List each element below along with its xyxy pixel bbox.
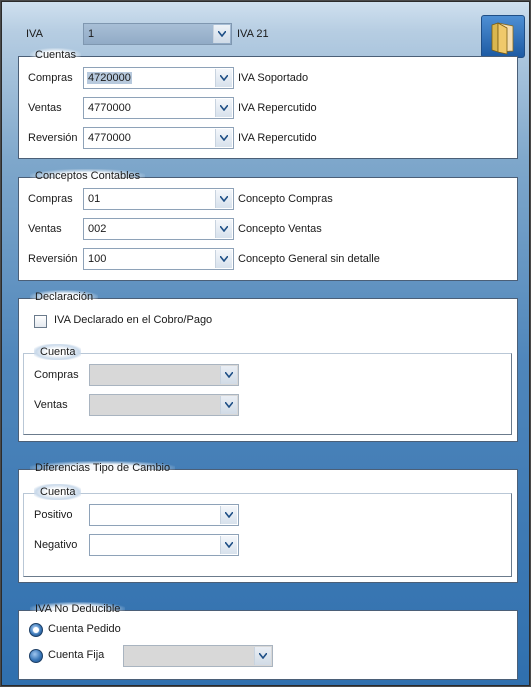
cuentas-reversion-description: IVA Repercutido bbox=[238, 132, 317, 144]
conceptos-compras-value: 01 bbox=[88, 193, 101, 205]
cuentas-compras-label: Compras bbox=[28, 72, 73, 84]
cuentas-reversion-value: 4770000 bbox=[88, 132, 131, 144]
cuentas-compras-combo[interactable] bbox=[83, 67, 234, 89]
cuentas-compras-dropdown-button[interactable] bbox=[215, 69, 232, 87]
iva-label: IVA bbox=[26, 28, 43, 40]
diferencias-cuenta-legend: Cuenta bbox=[34, 484, 81, 500]
declaracion-legend: Declaración bbox=[30, 290, 98, 304]
open-folder-button[interactable] bbox=[481, 15, 525, 58]
diferencias-positivo-label: Positivo bbox=[34, 509, 73, 521]
no-deducible-legend: IVA No Deducible bbox=[30, 602, 125, 616]
conceptos-reversion-description: Concepto General sin detalle bbox=[238, 253, 380, 265]
cuenta-pedido-radio[interactable] bbox=[29, 623, 43, 637]
iva-combo-value: 1 bbox=[88, 28, 95, 40]
iva-combo[interactable] bbox=[83, 23, 232, 45]
chevron-down-icon bbox=[220, 196, 228, 202]
chevron-down-icon bbox=[220, 105, 228, 111]
chevron-down-icon bbox=[218, 31, 226, 37]
declaracion-ventas-combo[interactable] bbox=[89, 394, 239, 416]
folder-icon bbox=[482, 16, 524, 57]
chevron-down-icon bbox=[225, 402, 233, 408]
declaracion-compras-combo[interactable] bbox=[89, 364, 239, 386]
cuentas-ventas-combo[interactable] bbox=[83, 97, 234, 119]
cuentas-reversion-combo[interactable] bbox=[83, 127, 234, 149]
diferencias-positivo-dropdown-button[interactable] bbox=[220, 506, 237, 524]
declaracion-compras-label: Compras bbox=[34, 369, 79, 381]
chevron-down-icon bbox=[220, 226, 228, 232]
declaracion-compras-dropdown-button[interactable] bbox=[220, 366, 237, 384]
cuenta-fija-radio[interactable] bbox=[29, 649, 43, 663]
cuentas-ventas-value: 4770000 bbox=[88, 102, 131, 114]
chevron-down-icon bbox=[220, 75, 228, 81]
cuenta-pedido-label: Cuenta Pedido bbox=[48, 623, 121, 635]
conceptos-ventas-combo[interactable] bbox=[83, 218, 234, 240]
cuentas-compras-value: 4720000 bbox=[88, 72, 131, 84]
conceptos-compras-combo[interactable] bbox=[83, 188, 234, 210]
chevron-down-icon bbox=[225, 512, 233, 518]
declaracion-ventas-dropdown-button[interactable] bbox=[220, 396, 237, 414]
diferencias-positivo-combo[interactable] bbox=[89, 504, 239, 526]
chevron-down-icon bbox=[225, 372, 233, 378]
declaracion-ventas-label: Ventas bbox=[34, 399, 68, 411]
cuentas-ventas-description: IVA Repercutido bbox=[238, 102, 317, 114]
declaracion-cuenta-legend: Cuenta bbox=[34, 344, 81, 360]
iva-combo-dropdown-button[interactable] bbox=[213, 25, 230, 43]
cuenta-fija-combo[interactable] bbox=[123, 645, 273, 667]
cuentas-ventas-label: Ventas bbox=[28, 102, 62, 114]
conceptos-ventas-description: Concepto Ventas bbox=[238, 223, 322, 235]
chevron-down-icon bbox=[220, 256, 228, 262]
conceptos-compras-label: Compras bbox=[28, 193, 73, 205]
iva-declarado-checkbox[interactable] bbox=[34, 315, 47, 328]
iva-declarado-label: IVA Declarado en el Cobro/Pago bbox=[54, 314, 213, 326]
cuentas-compras-description: IVA Soportado bbox=[238, 72, 309, 84]
conceptos-legend: Conceptos Contables bbox=[30, 169, 145, 183]
cuenta-fija-dropdown-button[interactable] bbox=[254, 647, 271, 665]
conceptos-ventas-dropdown-button[interactable] bbox=[215, 220, 232, 238]
conceptos-ventas-value: 002 bbox=[88, 223, 107, 235]
cuenta-fija-label: Cuenta Fija bbox=[48, 649, 105, 661]
cuentas-reversion-dropdown-button[interactable] bbox=[215, 129, 232, 147]
conceptos-ventas-label: Ventas bbox=[28, 223, 62, 235]
cuentas-reversion-label: Reversión bbox=[28, 132, 78, 144]
chevron-down-icon bbox=[225, 542, 233, 548]
diferencias-legend: Diferencias Tipo de Cambio bbox=[30, 461, 175, 475]
iva-settings-window bbox=[1, 1, 530, 686]
conceptos-reversion-combo[interactable] bbox=[83, 248, 234, 270]
cuentas-ventas-dropdown-button[interactable] bbox=[215, 99, 232, 117]
conceptos-compras-description: Concepto Compras bbox=[238, 193, 333, 205]
conceptos-compras-dropdown-button[interactable] bbox=[215, 190, 232, 208]
conceptos-reversion-value: 100 bbox=[88, 253, 107, 265]
conceptos-reversion-dropdown-button[interactable] bbox=[215, 250, 232, 268]
diferencias-negativo-dropdown-button[interactable] bbox=[220, 536, 237, 554]
diferencias-negativo-combo[interactable] bbox=[89, 534, 239, 556]
cuentas-legend: Cuentas bbox=[30, 48, 81, 62]
diferencias-negativo-label: Negativo bbox=[34, 539, 78, 551]
chevron-down-icon bbox=[220, 135, 228, 141]
iva-description: IVA 21 bbox=[237, 28, 269, 40]
chevron-down-icon bbox=[259, 653, 267, 659]
conceptos-reversion-label: Reversión bbox=[28, 253, 78, 265]
